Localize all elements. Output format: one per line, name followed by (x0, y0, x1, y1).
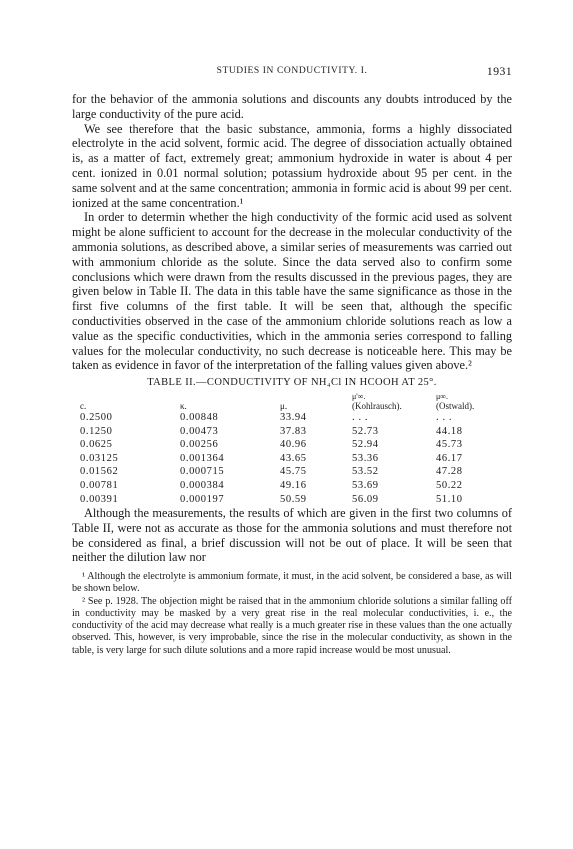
cell: 47.28 (436, 466, 463, 478)
paragraph: Although the measurements, the results of which are given in the first two columns of Table II, were not as accurate as those for the ammonia solutions and must therefore not be considered as final, a brief discussion will not be out of place. It will be seen that neither the dilution law nor (72, 506, 512, 565)
cell: 53.69 (352, 479, 379, 491)
cell: 0.0625 (80, 439, 113, 451)
col-header-kappa: κ. (180, 400, 187, 411)
cell: 0.001364 (180, 452, 225, 464)
table-row (80, 425, 496, 439)
cell: 0.00781 (80, 479, 119, 491)
col-header-ostwald: μ∞. (Ostwald). (436, 391, 475, 411)
cell: 0.00848 (180, 411, 219, 423)
cell: 0.00473 (180, 425, 219, 437)
running-title: STUDIES IN CONDUCTIVITY. I. (216, 66, 368, 76)
cell: 0.03125 (80, 452, 119, 464)
col-header-mu: μ. (280, 400, 288, 411)
cell: 40.96 (280, 439, 307, 451)
table-row (80, 493, 496, 507)
cell: 0.00256 (180, 439, 219, 451)
footnote: ¹ Although the electrolyte is ammonium formate, it must, in the acid solvent, be considered a base, as will be shown below. (72, 571, 512, 595)
cell: 0.000715 (180, 466, 225, 478)
conductivity-table (80, 393, 496, 506)
cell: 37.83 (280, 425, 307, 437)
col-header-c: c. (80, 400, 87, 411)
col-header-kohlrausch: μ'∞. (Kohlrausch). (352, 391, 402, 411)
table-row (80, 452, 496, 466)
table-row (80, 465, 496, 479)
cell: 49.16 (280, 479, 307, 491)
cell: 0.000197 (180, 493, 225, 505)
cell: . . . (436, 411, 453, 423)
footnote: ² See p. 1928. The objection might be raised that in the ammonium chloride solutions a similar falling off in conductivity may be masked by a very great rise in the real molecular conductivities, i. e., the conductivity of the acid may decrease what really is a much greater rise in these values than the one actually observed. This, however, is very improbable, since the rise in the molecular conductivity, as shown in the table, is very large for such dilute solutions and a more rapid increase would be most unusual. (72, 595, 512, 656)
cell: 56.09 (352, 493, 379, 505)
table-header-row (80, 393, 496, 411)
cell: 33.94 (280, 411, 307, 423)
table-row (80, 411, 496, 425)
cell: 45.73 (436, 439, 463, 451)
cell: 52.94 (352, 439, 379, 451)
table-row (80, 479, 496, 493)
cell: . . . (352, 411, 369, 423)
cell: 53.52 (352, 466, 379, 478)
cell: 46.17 (436, 452, 463, 464)
cell: 45.75 (280, 466, 307, 478)
paragraph: We see therefore that the basic substance, ammonia, forms a highly dissociated electrolyte in the acid solvent, formic acid. The degree of dissociation actually obtained is, as a matter of fact, extremely great; ammonium hydroxide in water is about 4 per cent. ionized in 0.01 normal solution; potassium hydroxide about 95 per cent. in the same solvent and at the same concentration; ammonia in formic acid is about 99 per cent. ionized at the same concentration.¹ (72, 121, 512, 210)
main-text (72, 92, 512, 657)
cell: 0.000384 (180, 479, 225, 491)
cell: 0.2500 (80, 411, 113, 423)
cell: 51.10 (436, 493, 463, 505)
cell: 0.1250 (80, 425, 113, 437)
cell: 0.01562 (80, 466, 119, 478)
cell: 0.00391 (80, 493, 119, 505)
paragraph: for the behavior of the ammonia solutions and discounts any doubts introduced by the large conductivity of the pure acid. (72, 92, 512, 121)
footnotes (72, 571, 512, 656)
table-caption: TABLE II.—CONDUCTIVITY OF NH₄Cl IN HCOOH AT 25°. (147, 377, 437, 389)
running-header (72, 66, 512, 80)
paragraph: In order to determin whether the high conductivity of the formic acid used as solvent might be alone sufficient to account for the decrease in the molecular conductivity of the ammonia solutions, as described above, a similar series of measurements was carried out with ammonium chloride as the solute. Since the data served also to confirm some conclusions which were drawn from the results discussed in the previous pages, they are given below in Table II. The data in this table have the same significance as those in the first five columns of the first table. It will be seen that, although the specific conductivities observed in the case of the ammonium chloride solutions reach as low a value as the specific conductivities, which in the ammonia series correspond to falling values for the molecular conductivity, no such decrease is noticeable here. This may be taken as evidence in favor of the interpretation of the falling values given above.² (72, 210, 512, 373)
cell: 52.73 (352, 425, 379, 437)
cell: 44.18 (436, 425, 463, 437)
cell: 50.22 (436, 479, 463, 491)
cell: 50.59 (280, 493, 307, 505)
cell: 53.36 (352, 452, 379, 464)
page-number: 1931 (486, 64, 512, 78)
cell: 43.65 (280, 452, 307, 464)
table-row (80, 438, 496, 452)
